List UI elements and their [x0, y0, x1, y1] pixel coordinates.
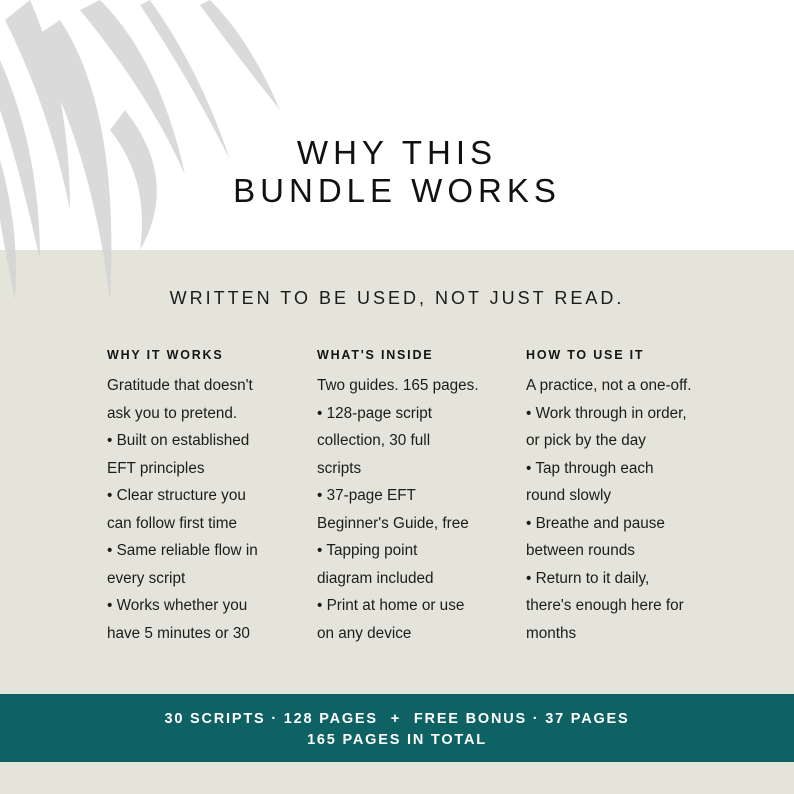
- column-line: • Print at home or use: [317, 597, 465, 614]
- column-line: • Return to it daily,: [526, 569, 650, 587]
- column-line: ask you to pretend.: [107, 404, 238, 422]
- banner-scripts: 30 SCRIPTS · 128 PAGES: [164, 711, 378, 727]
- column-line: Gratitude that doesn't: [107, 377, 253, 394]
- column-line: between rounds: [526, 542, 635, 559]
- banner-plus: +: [390, 711, 402, 727]
- column-line: on any device: [317, 624, 412, 642]
- column-line: have 5 minutes or 30: [107, 624, 250, 642]
- title-line-2: BUNDLE WORKS: [233, 172, 561, 209]
- header-area: [0, 0, 794, 250]
- column-line: or pick by the day: [526, 432, 646, 449]
- title-line-1: WHY THIS: [296, 134, 498, 171]
- column-line: months: [526, 624, 577, 642]
- column-heading: WHY IT WORKS: [107, 348, 224, 362]
- column-line: • Breathe and pause: [526, 514, 665, 532]
- column-line: there's enough here for: [526, 597, 684, 614]
- banner-total: 165 PAGES IN TOTAL: [307, 732, 487, 748]
- subtitle: WRITTEN TO BE USED, NOT JUST READ.: [169, 288, 625, 308]
- column-line: • Clear structure you: [107, 487, 246, 504]
- column-line: • 37-page EFT: [317, 487, 416, 504]
- column-line: collection, 30 full: [317, 432, 431, 449]
- column-line: EFT principles: [107, 459, 205, 477]
- column-line: • 128-page script: [317, 404, 433, 422]
- column-line: • Built on established: [107, 432, 250, 449]
- column-why-it-works: [107, 348, 307, 647]
- column-line: • Tap through each: [526, 459, 654, 477]
- column-how-to-use-it: [526, 348, 726, 647]
- banner-bonus: FREE BONUS · 37 PAGES: [413, 711, 630, 727]
- column-line: • Tapping point: [317, 542, 418, 559]
- column-line: scripts: [317, 459, 362, 477]
- column-line: can follow first time: [107, 514, 238, 532]
- column-heading: HOW TO USE IT: [526, 348, 645, 362]
- column-line: Two guides. 165 pages.: [317, 377, 479, 394]
- column-whats-inside: [317, 348, 517, 647]
- page-title: [0, 134, 794, 210]
- column-line: A practice, not a one-off.: [526, 377, 692, 394]
- column-line: • Work through in order,: [526, 404, 687, 422]
- column-heading: WHAT'S INSIDE: [317, 348, 434, 362]
- column-line: • Same reliable flow in: [107, 542, 258, 559]
- summary-banner: [0, 694, 794, 762]
- column-line: round slowly: [526, 487, 612, 504]
- column-line: every script: [107, 569, 186, 587]
- banner-line-1: [0, 709, 794, 730]
- column-line: Beginner's Guide, free: [317, 514, 469, 532]
- column-line: diagram included: [317, 569, 434, 587]
- column-line: • Works whether you: [107, 597, 248, 614]
